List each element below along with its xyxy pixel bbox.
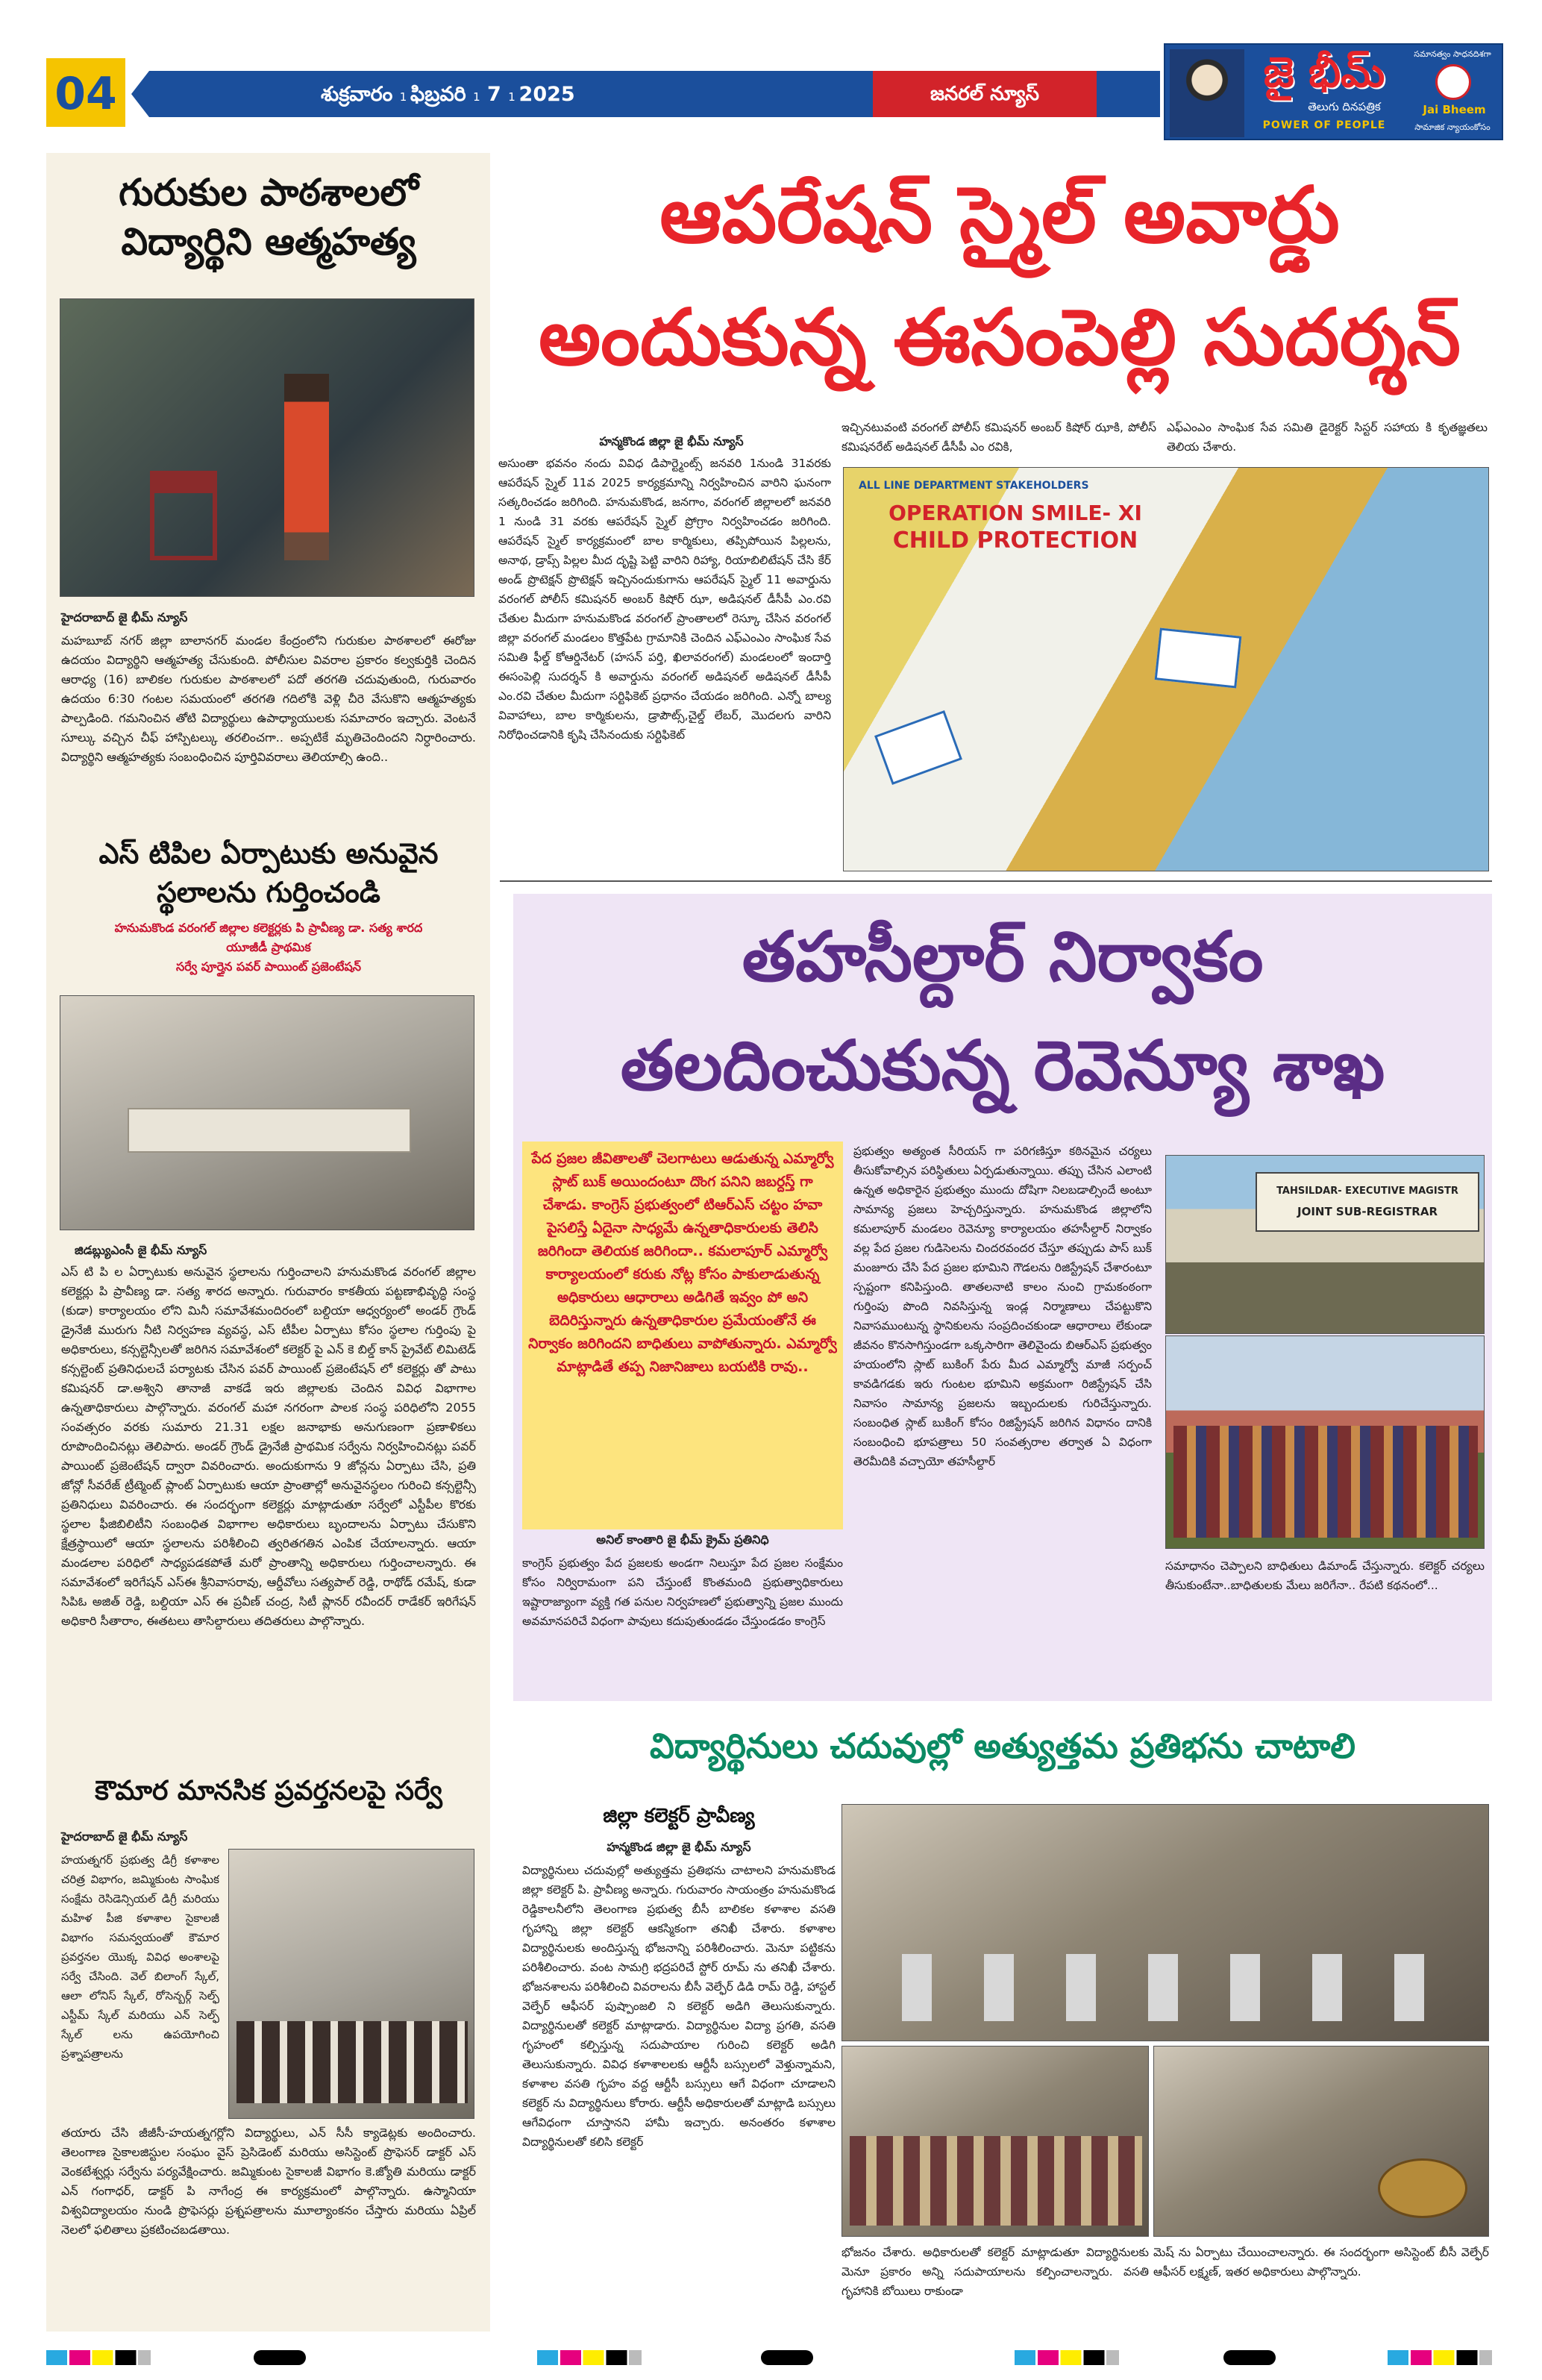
date-num: 7 (487, 83, 501, 106)
registration-pill-2 (761, 2350, 813, 2365)
story2-sub1: హనుమకొండ వరంగల్ జిల్లాల కలెక్టర్లకు పి ప్రావీణ్య డా. సత్య శారద (114, 921, 423, 935)
date-bar-left-tip (131, 71, 149, 117)
date-day: శుక్రవారం (321, 83, 393, 106)
color-bar-4 (1388, 2350, 1492, 2365)
story1-body: మహబూబ్ నగర్ జిల్లా బాలానగర్ మండల కేంద్రంలోని గురుకుల పాఠశాలలో ఈరోజు ఉదయం విద్యార్థిని ఆత్మహత్య చేసుకుంది. పోలీసుల వివరాల ప్రకారం కల్వకుర్తికి చెందిన ఆరాధ్య (16) బాలికల గురుకుల పాఠశాలలో పదో తరగతి చదువుతుంది, గురువారం ఉదయం 6:30 గంటల సమయంలో తరగతి గదిలోకి వెళ్లి చీరె వేసుకొని ఆత్మహత్యకు పాల్పడింది. గమనించిన తోటి విద్యార్థులు ఉపాధ్యాయులకు సమాచారం ఇచ్చారు. వెంటనే సూల్కు వచ్చిన చీఫ్ హాస్పిటల్కు తరలించగా.. అప్పటికే మృతిచెందిందని నిర్ధారించారు. విద్యార్థిని ఆత్మహత్యకు సంబంధించిన పూర్తివివరాలు తెలియాల్సి ఉంది.. (61, 633, 476, 764)
mid-body-right: సమాధానం చెప్పాలని బాధితులు డిమాండ్ చేస్తున్నారు. కలెక్టర్ చర్యలు తీసుకుంటేనా..బాధితులకు మేలు జరిగేనా.. రేపటి కథనంలో... (1165, 1559, 1485, 1592)
mid-body-mid: ప్రభుత్వం అత్యంత సీరియస్ గా పరిగణిస్తూ కఠినమైన చర్యలు తీసుకోవాల్సిన పరిస్థితులు ఏర్పడుతున్నాయి. తప్పు చేసిన ఎలాంటి ఉన్నత అధికారైన ప్రభుత్వం ముందు దోషిగా నిలబడాల్సిందే అంటూ సామాన్య ప్రజలు హెచ్చరిస్తున్నారు. హనుమకొండ జిల్లాలోని కమలాపూర్ మండలం రెవెన్యూ కార్యాలయం తహసీల్దార్ నిర్వాకం వల్ల పేద ప్రజల గుడిసెలను చిందరవందర చేస్తూ తప్పుడు పాస్ బుక్ మంజూరు చేసి పేద ప్రజల భూమిని గౌడలను రిజిస్ట్రేషన్ చేశారంటూ స్పష్టంగా కనిపిస్తుంది. తాతలనాటి కాలం నుంచి గ్రామకంఠంగా గుర్తింపు పొంది నివసిస్తున్న ఇండ్ల నిర్మాణాలు చేపట్టుకొని నివాసముంటున్న స్థానికులను సంప్రదించకుండా ఆధారాలు లేకుండా జీవనం కొనసాగిస్తుండగా ఒక్కసారిగా తెలివైందు బిఆర్ఎస్ ప్రభుత్వం హయంలోని స్లాట్ బుకింగ్ పేరు మీద ఎమ్మార్వో మాజీ సర్పంచ్ కావడిగడకు ఇరు గుంటల భూమిని అక్రమంగా రిజిస్ట్రేషన్ చేసి నివాసం సామాన్య ప్రజలను ఇబ్బందులకు గురిచేస్తున్నారు. సంబంధిత స్లాట్ బుకింగ్ కోసం రిజిస్ట్రేషన్ జరిగిన విధానం దానికి సంబంధించి భూపత్రాలు 50 సంవత్సరాల తర్వాత ఏ విధంగా తెరమీదికి వచ్చాయో తహసీల్దార్ (853, 1144, 1152, 1468)
banner-child-protection: CHILD PROTECTION (892, 527, 1138, 554)
certificate-icon-2 (874, 710, 962, 785)
masthead-right2: సామాజిక న్యాయంకోసం (1414, 122, 1491, 132)
top-story-col3: ఎఫ్ఎంఎం సాంఘిక సేవ సమితి డైరెక్టర్ సిస్టర్ సహాయ కి కృతజ్ఞతలు తెలియ చేశారు. (1167, 421, 1488, 454)
dining-plates-icon (902, 1954, 1424, 2021)
bottom-dateline: హన్మకొండ జిల్లా జై భీమ్ న్యూస్ (607, 1840, 751, 1854)
bottom-photo-main (841, 1804, 1489, 2041)
mid-headline-line1: తహసీల్దార్ నిర్వాకం (742, 917, 1264, 997)
bottom-caption-left: భోజనం చేశారు. అధికారులతో కలెక్టర్ మాట్లాడుతూ విద్యార్థినులకు మెనూ ప్రకారం అన్ని సదుపాయాలను కల్పించాలన్నారు. వసతి గృహానికి బోయిలు రాకుండా (841, 2246, 1149, 2298)
story1-headline: గురుకుల పాఠశాలలో విద్యార్థిని ఆత్మహత్య (119, 171, 419, 263)
story2-dateline: జిడబ్ల్యుఎంసీ జై భీమ్ న్యూస్ (75, 1243, 207, 1257)
story1-photo (60, 298, 474, 597)
bottom-subhead: జిల్లా కలెక్టర్ ప్రావీణ్య (603, 1805, 755, 1827)
jai-bheem-logo-icon (1435, 64, 1471, 100)
logo-text: Jai Bheem (1423, 103, 1486, 116)
story1-dateline: హైదరాబాద్ జై భీమ్ న్యూస్ (61, 610, 188, 624)
bottom-photo-left (841, 2046, 1149, 2237)
office-sign-text: TAHSILDAR- EXECUTIVE MAGISTR (1276, 1186, 1458, 1197)
top-story-col1: అసుంతా భవనం నందు వివిధ డిపార్ట్మెంట్స్ జనవరి 1నుండి 31వరకు ఆపరేషన్ స్మైల్ 11వ 2025 కార్యక్రమాన్ని నిర్వహించిన వారిని ఘనంగా సత్కరించడం జరిగింది. హనుమకొండ, జనగాం, వరంగల్ జిల్లాలలో జనవరి 1 నుండి 31 వరకు ఆపరేషన్ స్మైల్ ప్రోగ్రాం నిర్వహించడం జరిగింది. ఆపరేషన్ స్మైల్ కార్యక్రమంలో బాల కార్మికులు, తప్పిపోయిన పిల్లలను, అనాథ, డ్రాప్స్ పిల్లల మీద దృష్టి పెట్టి వారిని రిహ్యా, రియాబిలిటేషన్ చేసి కేర్ అండ్ ప్రొటెక్షన్ ప్రొటెక్షన్ ఇచ్చినందుకుగాను ఆపరేషన్ స్మైల్ 11 అవార్డును వరంగల్ పోలీస్ కమిషనర్ అంబర్ కిషోర్ ఝా, అడిషనల్ డీసీపీ ఎం.రవి చేతుల మీదుగా హనుమకొండ వరంగల్ ప్రాంతాలలో రెస్కూ చేసిన వరంగల్ జిల్లా వరంగల్ మండలం కొత్తపేట గ్రామానికి చెందిన ఎఫ్ఎంఎం సాంఘిక సేవ సమితి ఫీల్డ్ కోఆర్డినేటర్ (హసన్ పర్తి, ఖిలావరంగల్) మండలంలో ఇందార్తి ఈసంపెల్లి సుదర్శన్ కి అవార్డును వరంగల్ అడిషనల్ అడిషనల్ డీసీపీ ఎం.రవి చేతుల మీదుగా సర్టిఫికెట్ ప్రధానం చేయడం జరిగింది. ఎన్నో బాల్య వివాహాలు, బాల కార్మికులను, డ్రాపౌట్స్,చైల్డ్ లేబర్, మొదలగు వారిని నిరోధించడానికి కృషి చేసినందుకు సర్టిఫికెట్ (498, 457, 831, 742)
story2-photo (60, 995, 474, 1230)
story3-body-full: తయారు చేసి జీజీసీ-హయత్నగర్లోని విద్యార్థులు, ఎన్ సీసీ క్యాడెట్లకు అందించారు. తెలంగాణ సైకాలజిస్టుల సంఘం వైస్ ప్రెసిడెంట్ మరియు అసిస్టెంట్ ప్రొఫెసర్ డాక్టర్ ఎస్ వెంకటేశ్వర్లు సర్వేను పర్యవేక్షించారు. జమ్మికుంట సైకాలజీ విభాగం కె.జ్యోతి మరియు డాక్టర్ ఎన్ గంగాధర్, డాక్టర్ పి నాగేంద్ర ఈ కార్యక్రమంలో పాల్గొన్నారు. ఉస్మానియా విశ్వవిద్యాలయం నుండి ప్రొఫెసర్లు ప్రశ్నపత్రాలను మూల్యాంకనం చేస్తారు మరియు ఏప్రిల్ నెలలో ఫలితాలు ప్రకటించబడతాయి. (61, 2126, 476, 2237)
color-bar-3 (1015, 2350, 1119, 2365)
story3-body-short: హయత్నగర్ ప్రభుత్వ డిగ్రీ కళాశాల చరిత్ర విభాగం, జమ్మికుంట సాంఘిక సంక్షేమ రెసిడెన్సియల్ డిగ్రీ మరియు మహిళ పీజి కళాశాల సైకాలజీ విభాగం సమన్వయంతో కౌమార ప్రవర్తనల యొక్క వివిధ అంశాలపై సర్వే చేసింది. వెల్ బిలాంగ్ స్కేల్, ఆలా లోనిస్ స్కేల్, రోసెన్బర్గ్ సెల్ఫ్ ఎస్టీమ్ స్కేల్ మరియు ఎన్ సెల్ఫ్ స్కేల్ లను ఉపయోగించి ప్రశ్నాపత్రాలను (61, 1853, 219, 2061)
registration-pill-1 (254, 2350, 306, 2365)
masthead-sub: తెలుగు దినపత్రిక (1308, 100, 1381, 113)
office-sign-text2: JOINT SUB-REGISTRAR (1297, 1205, 1438, 1218)
bottom-photo-right (1153, 2046, 1489, 2237)
top-story-dateline: హన్మకొండ జిల్లా జై భీమ్ న్యూస్ (599, 434, 744, 448)
girl-figure-icon (284, 374, 329, 560)
masthead-right1: సమానత్వం సాధనదిశగా (1414, 49, 1491, 59)
students-eating-icon (850, 2136, 1142, 2226)
story3-headline: కౌమార మానసిక ప్రవర్తనలపై సర్వే (95, 1776, 442, 1806)
story3-dateline: హైదరాబాద్ జై భీమ్ న్యూస్ (61, 1829, 188, 1844)
meeting-table-icon (128, 1108, 411, 1153)
mid-body-left: కాంగ్రెస్ ప్రభుత్వం పేద ప్రజలకు అండగా నిలుస్తూ పేద ప్రజల సంక్షేమం కోసం నిర్విరామంగా పని చేస్తుంటే కొంతమంది ప్రభుత్వాధికారులు ఇష్టారాజ్యాంగా వ్యక్తి గత పనుల నిర్వహణలో ప్రభుత్వాన్ని ప్రజల ముందు అవమానపరిచే విధంగా పావులు కదుపుతుండడం చేస్తుండడం కాంగ్రెస్ (522, 1556, 843, 1628)
story3-photo (228, 1849, 474, 2119)
top-headline-line1: ఆపరేషన్ స్మైల్ అవార్డు (659, 169, 1340, 260)
page-header (0, 0, 1542, 149)
masthead-tagline: POWER OF PEOPLE (1262, 119, 1386, 131)
mid-photo-office (1165, 1155, 1485, 1334)
date-year: 2025 (518, 83, 575, 106)
color-bar-2 (537, 2350, 642, 2365)
top-headline-line2: అందుకున్న ఈసంపెల్లి సుదర్శన్ (538, 292, 1461, 383)
date-month: ఫిబ్రవరి (410, 83, 466, 106)
mid-dateline: అనిల్ కాంతారి జై భీమ్ క్రైమ్ ప్రతినిధి (596, 1532, 769, 1547)
story2-sub3: సర్వే పూర్తైన పవర్ పాయింట్ ప్రజెంటేషన్ (176, 959, 361, 974)
bottom-caption-right: మెష్ ను ఏర్పాటు చేయించాలన్నారు. ఈ సందర్భంగా అసిస్టెంట్ బీసీ వెల్ఫేర్ ఆఫీసర్ లక్ష్మణ్, ఇతర అధికారులు పాల్గొన్నారు. (1153, 2246, 1489, 2279)
story2-body: ఎస్ టి పి ల ఏర్పాటుకు అనువైన స్థలాలను గుర్తించాలని హనుమకొండ వరంగల్ జిల్లాల కలెక్టర్లు పి ప్రావీణ్య డా. సత్య శారద అన్నారు. గురువారం కాకతీయ పట్టణాభివృద్ధి సంస్థ (కుడా) కార్యాలయం లోని మినీ సమావేశమందిరంలో బల్దియా ఆధ్వర్యంలో అండర్ గ్రౌండ్ డ్రైనేజీ మురుగు నీటి నిర్వహణ వ్యవస్థ, ఎస్ టీపీల ఏర్పాటు కోసం స్థలాల గుర్తింపు పై అధికారులు, కన్సల్టెన్సీలతో జరిగిన సమావేశంలో కలెక్టర్ పై ఎన్ కె బిల్డ్ కాన్ ప్రైవేట్ లిమిటెడ్ కన్సల్టెంట్ ప్రతినిధులచే పర్యాటకు చేసిన పవర్ పాయింట్ ప్రజెంటేషన్ లో కలెక్టర్లు తో పాటు కమిషనర్ డా.అశ్విని తానాజీ వాకడే ఇరు జిల్లాలకు చెందిన వివిధ విభాగాల ఉన్నతాధికారులు పాల్గొన్నారు. వరంగల్ మహా నగరంగా పాలక సంస్థ పరిధిలోని 2055 సంవత్సరం వరకు సుమారు 21.31 లక్షల జనాభాకు అనుగుణంగా ప్రణాళికలు రూపొందించినట్లు తెలిపారు. అండర్ గ్రౌండ్ డ్రైనేజీ ప్రాథమిక సర్వేను నిర్వహించినట్లు పవర్ పాయింట్ ప్రజెంటేషన్ ద్వారా వివరించారు. అందుకుగాను 9 జోన్లను ఏర్పాటు చేసి, ప్రతి జోన్లో సీవరేజ్ ట్రీట్మెంట్ ప్లాంట్ ఏర్పాటుకు ఆయా ప్రాంతాల్లో అనువైనస్థలం గురించి కన్సల్టెన్సీ ప్రతినిధులు వివరించారు. ఈ సందర్భంగా కలెక్టర్లు మాట్లాడుతూ సర్వేలో ఎస్టీపీల కొరకు స్థలాల ఫీజిబిలిటీని సంబంధిత విభాగాల అధికారులు బృందాలను ఏర్పాటు చేసుకొని క్షేత్రస్థాయిలో ఆయా స్థలాలను పరిశీలించి త్వరితగతిన ఎంపిక చేయాలన్నారు. ఆయా మండలాల పరిధిలో సాధ్యపడకపోతే మరో ప్రాంతాన్ని అధికారులు గుర్తించాలన్నారు. ఈ సమావేశంలో ఇరిగేషన్ ఎస్ఈ శ్రీనివాసరావు, ఆర్డీవోలు సత్యపాల్ రెడ్డి, రాథోడ్ రమేష్, కుడా సిపిఓ అజిత్ రెడ్డి, బల్దియా ఎస్ ఈ ప్రవీణ్ చంద్ర, సిటీ ప్లానర్ రవీందర్ రాడేకర్ ఇరిగేషన్ అధికారి సీతారాం, ఈతటలు తాసిల్దారులు తదితరులు పాల్గొన్నారు. (61, 1265, 476, 1628)
footer-marks (0, 2343, 1542, 2373)
protest-crowd-icon (1173, 1426, 1478, 1538)
registration-pill-3 (1223, 2350, 1276, 2365)
mid-headline-line2: తలదించుకున్న రెవెన్యూ శాఖ (620, 1026, 1385, 1106)
story2-headline: ఎస్ టిపిల ఏర్పాటుకు అనువైన స్థలాలను గుర్తించండి (98, 837, 439, 909)
banner-operation-smile: OPERATION SMILE- XI (888, 501, 1142, 525)
ambedkar-portrait-icon (1170, 49, 1244, 137)
bottom-body: విద్యార్థినులు చదువుల్లో అత్యుత్తమ ప్రతిభను చాటాలని హనుమకొండ జిల్లా కలెక్టర్ పి. ప్రావీణ్య అన్నారు. గురువారం సాయంత్రం హనుమకొండ రెడ్డికాలనీలోని తెలంగాణ ప్రభుత్వ బీసీ బాలికల కళాశాల వసతి గృహాన్ని జిల్లా కలెక్టర్ ఆకస్మికంగా తనిఖీ చేశారు. కళాశాల విద్యార్థినులకు అందిస్తున్న భోజనాన్ని పరిశీలించారు. మెనూ పట్టికను పరిశీలించారు. వంట సామగ్రి భద్రపరిచే స్టోర్ రూమ్ ను తనిఖీ చేశారు. భోజనశాలను పరిశీలించి వివరాలను బీసీ వెల్ఫేర్ డిడి రామ్ రెడ్డి, హాస్టల్ వెల్ఫేర్ ఆఫీసర్ పుష్పాంజలి ని కలెక్టర్ అడిగి తెలుసుకున్నారు. విద్యార్థినులతో కలెక్టర్ మాట్లాడారు. విద్యార్థినుల విద్యా ప్రగతి, వసతి గృహంలో కల్పిస్తున్న సదుపాయాల గురించి కలెక్టర్ అడిగి తెలుసుకున్నారు. వివిధ కళాశాలలకు ఆర్టీసీ బస్సులలో వెళ్తున్నామని, కళాశాల వసతి గృహం వద్ద ఆర్టీసీ బస్సులు ఆగే విధంగా చూడాలని కలెక్టర్ ను విద్యార్థినులు కోరారు. ఆర్టీసీ అధికారులతో మాట్లాడి బస్సులు ఆగేవిధంగా చూస్తానని హామీ ఇచ్చారు. అనంతరం కళాశాల విద్యార్థినులతో కలిసి కలెక్టర్ (522, 1864, 836, 2149)
masthead-title: జై భీమ్ (1263, 48, 1385, 97)
color-bar-1 (46, 2350, 151, 2365)
masthead (1164, 43, 1503, 140)
bottom-headline: విద్యార్థినులు చదువుల్లో అత్యుత్తమ ప్రతిభను చాటాలి (650, 1726, 1355, 1766)
chair-icon (150, 471, 217, 560)
top-story-col2: ఇచ్చినటువంటి వరంగల్ పోలీస్ కమిషనర్ అంబర్ కిషోర్ ఝాకి, పోలీస్ కమిషనరేట్ అడిషనల్ డీసీపీ ఎం రవికి, (841, 421, 1156, 454)
divider-rule (500, 880, 1492, 882)
top-story-photo (843, 467, 1489, 871)
section-label: జనరల్ న్యూస్ (930, 83, 1039, 105)
certificate-icon (1155, 627, 1242, 688)
date-line: శుక్రవారం 1 ఫిబ్రవరి 1 7 1 2025 (321, 83, 575, 106)
kitchen-vessel-icon (1378, 2158, 1467, 2218)
story2-sub2: యూజీడీ ప్రాథమిక (226, 940, 311, 954)
office-sign-board (1256, 1172, 1479, 1232)
students-row-icon (236, 2021, 468, 2103)
mid-photo-crowd (1165, 1335, 1485, 1549)
banner-top-text: ALL LINE DEPARTMENT STAKEHOLDERS (859, 480, 1089, 492)
mid-highlight: పేద ప్రజల జీవితాలతో చెలగాటలు ఆడుతున్న ఎమ్మార్వో స్లాట్ బుక్ అయిందంటూ దొంగ పనిని జబర్దస్త్ గా చేశాడు. కాంగ్రెస్ ప్రభుత్వంలో టిఆర్ఎస్ చట్టం హవా పైసలిస్తే ఏదైనా సాధ్యమే ఉన్నతాధికారులకు తెలిసి జరిగిందా తెలియక జరిగిందా.. కమలాపూర్ ఎమ్మార్వో కార్యాలయంలో కరుకు నోట్ల కోసం పాకులాడుతున్న అధికారులు ఆధారాలు అడిగితే ఇవ్వం పో అని బెదిరిస్తున్నారు ఉన్నతాధికారుల ప్రమేయంతోనే ఈ నిర్వాకం జరిగిందని బాధితులు వాపోతున్నారు. ఎమ్మార్వో మాట్లాడితే తప్ప నిజానిజాలు బయటికి రావు.. (528, 1150, 837, 1375)
page-number: 04 (54, 68, 117, 120)
